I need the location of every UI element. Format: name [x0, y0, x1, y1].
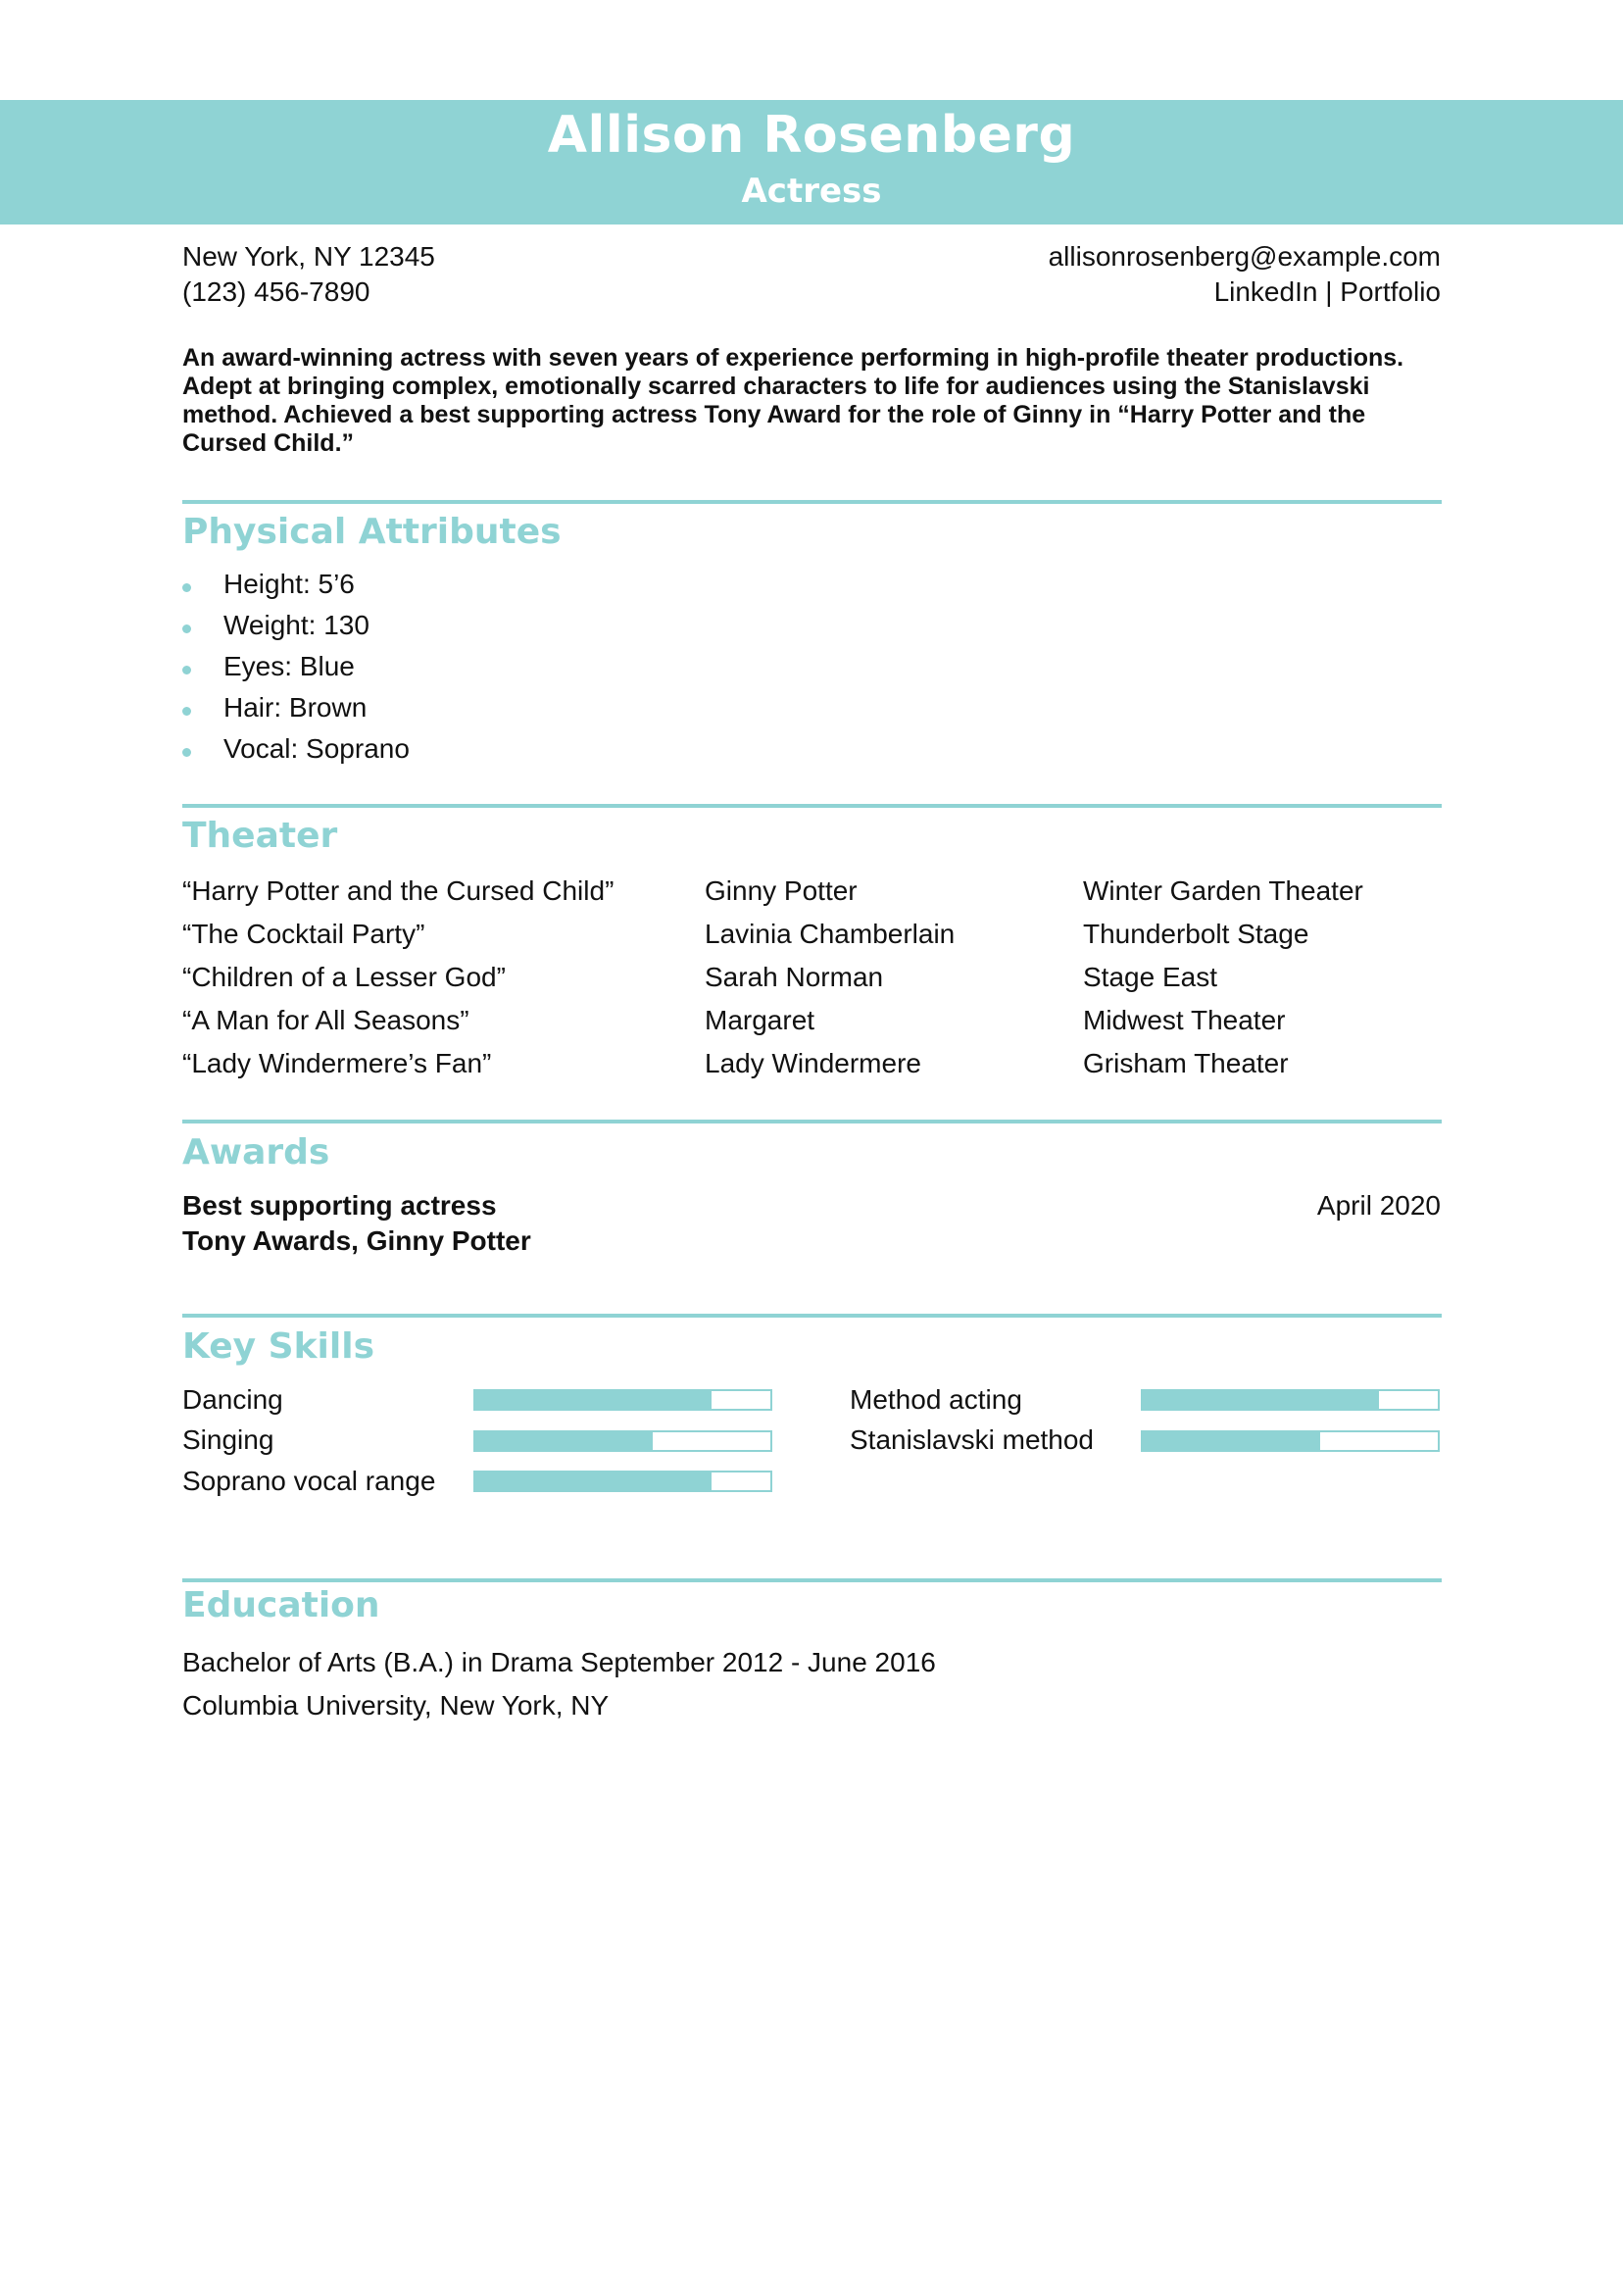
venue-name: Midwest Theater — [1083, 1005, 1286, 1035]
linkedin-link[interactable]: LinkedIn — [1213, 276, 1318, 307]
attribute-text: Hair: Brown — [223, 692, 368, 723]
role-name: Lady Windermere — [705, 1048, 921, 1078]
role-name: Margaret — [705, 1005, 815, 1035]
skill-bar — [473, 1471, 772, 1492]
section-divider — [182, 500, 1442, 504]
attribute-text: Weight: 130 — [223, 610, 369, 640]
physical-attributes-list — [182, 567, 410, 773]
award-date: April 2020 — [1316, 1190, 1441, 1221]
section-divider — [182, 1120, 1442, 1123]
attribute-text: Eyes: Blue — [223, 651, 355, 681]
skill-bar — [1141, 1389, 1440, 1411]
role-name: Sarah Norman — [705, 962, 884, 992]
skill-bar-fill — [1143, 1391, 1379, 1409]
physical-attributes-heading: Physical Attributes — [182, 512, 562, 552]
award-entry — [182, 1188, 531, 1259]
contact-right — [1049, 239, 1441, 310]
list-item — [182, 690, 410, 731]
theater-row — [182, 960, 1447, 1003]
bullet-icon — [182, 748, 191, 757]
play-title: “Harry Potter and the Cursed Child” — [182, 875, 615, 906]
skill-label: Soprano vocal range — [182, 1466, 436, 1496]
skill-label: Singing — [182, 1424, 274, 1455]
bullet-icon — [182, 624, 191, 633]
skill-bar — [1141, 1430, 1440, 1452]
email[interactable]: allisonrosenberg@example.com — [1048, 241, 1441, 272]
education-entry — [182, 1641, 936, 1727]
awards-heading: Awards — [182, 1132, 330, 1173]
section-divider — [182, 804, 1442, 808]
theater-row — [182, 873, 1447, 917]
attribute-text: Vocal: Soprano — [223, 733, 410, 764]
skill-label: Stanislavski method — [850, 1424, 1095, 1455]
degree: Bachelor of Arts (B.A.) in Drama September 2012 - June 2016 — [182, 1647, 936, 1677]
bullet-icon — [182, 707, 191, 716]
phone: (123) 456-7890 — [182, 276, 370, 307]
candidate-name: Allison Rosenberg — [547, 106, 1076, 165]
play-title: “A Man for All Seasons” — [182, 1005, 469, 1035]
list-item — [182, 649, 410, 690]
skill-bar — [473, 1430, 772, 1452]
award-title: Best supporting actress — [182, 1190, 497, 1221]
section-divider — [182, 1578, 1442, 1582]
theater-row — [182, 1046, 1447, 1089]
list-item — [182, 608, 410, 649]
header-banner — [0, 100, 1623, 225]
bullet-icon — [182, 666, 191, 674]
theater-heading: Theater — [182, 816, 338, 856]
theater-row — [182, 917, 1447, 960]
role-name: Lavinia Chamberlain — [705, 919, 956, 949]
skill-bar — [473, 1389, 772, 1411]
play-title: “Children of a Lesser God” — [182, 962, 506, 992]
award-detail: Tony Awards, Ginny Potter — [182, 1225, 531, 1256]
candidate-title: Actress — [741, 172, 882, 211]
summary: An award-winning actress with seven years of experience performing in high-profile theater productions. Adept at bringing complex, emotionally scarred characters to life for audiences using the Stanislavski method. Achieved a best supporting actress Tony Award for the role of Ginny in “Harry Potter and the Cursed Child.” — [182, 344, 1404, 457]
skill-bar-fill — [475, 1391, 712, 1409]
address: New York, NY 12345 — [182, 241, 435, 272]
skill-bar-fill — [475, 1472, 712, 1490]
bullet-icon — [182, 583, 191, 592]
venue-name: Thunderbolt Stage — [1083, 919, 1309, 949]
play-title: “The Cocktail Party” — [182, 919, 425, 949]
key-skills-heading: Key Skills — [182, 1326, 374, 1367]
skill-bar-fill — [475, 1432, 653, 1450]
contact-left — [182, 239, 435, 310]
link-separator: | — [1325, 276, 1333, 307]
skill-label: Dancing — [182, 1384, 283, 1415]
attribute-text: Height: 5’6 — [223, 569, 355, 599]
venue-name: Winter Garden Theater — [1083, 875, 1363, 906]
venue-name: Stage East — [1083, 962, 1217, 992]
section-divider — [182, 1314, 1442, 1318]
education-heading: Education — [182, 1585, 380, 1625]
school: Columbia University, New York, NY — [182, 1690, 610, 1721]
play-title: “Lady Windermere’s Fan” — [182, 1048, 492, 1078]
profile-links — [1049, 275, 1441, 310]
list-item — [182, 731, 410, 773]
theater-row — [182, 1003, 1447, 1046]
venue-name: Grisham Theater — [1083, 1048, 1289, 1078]
list-item — [182, 567, 410, 608]
role-name: Ginny Potter — [705, 875, 858, 906]
portfolio-link[interactable]: Portfolio — [1340, 276, 1441, 307]
skill-label: Method acting — [850, 1384, 1022, 1415]
skill-bar-fill — [1143, 1432, 1320, 1450]
